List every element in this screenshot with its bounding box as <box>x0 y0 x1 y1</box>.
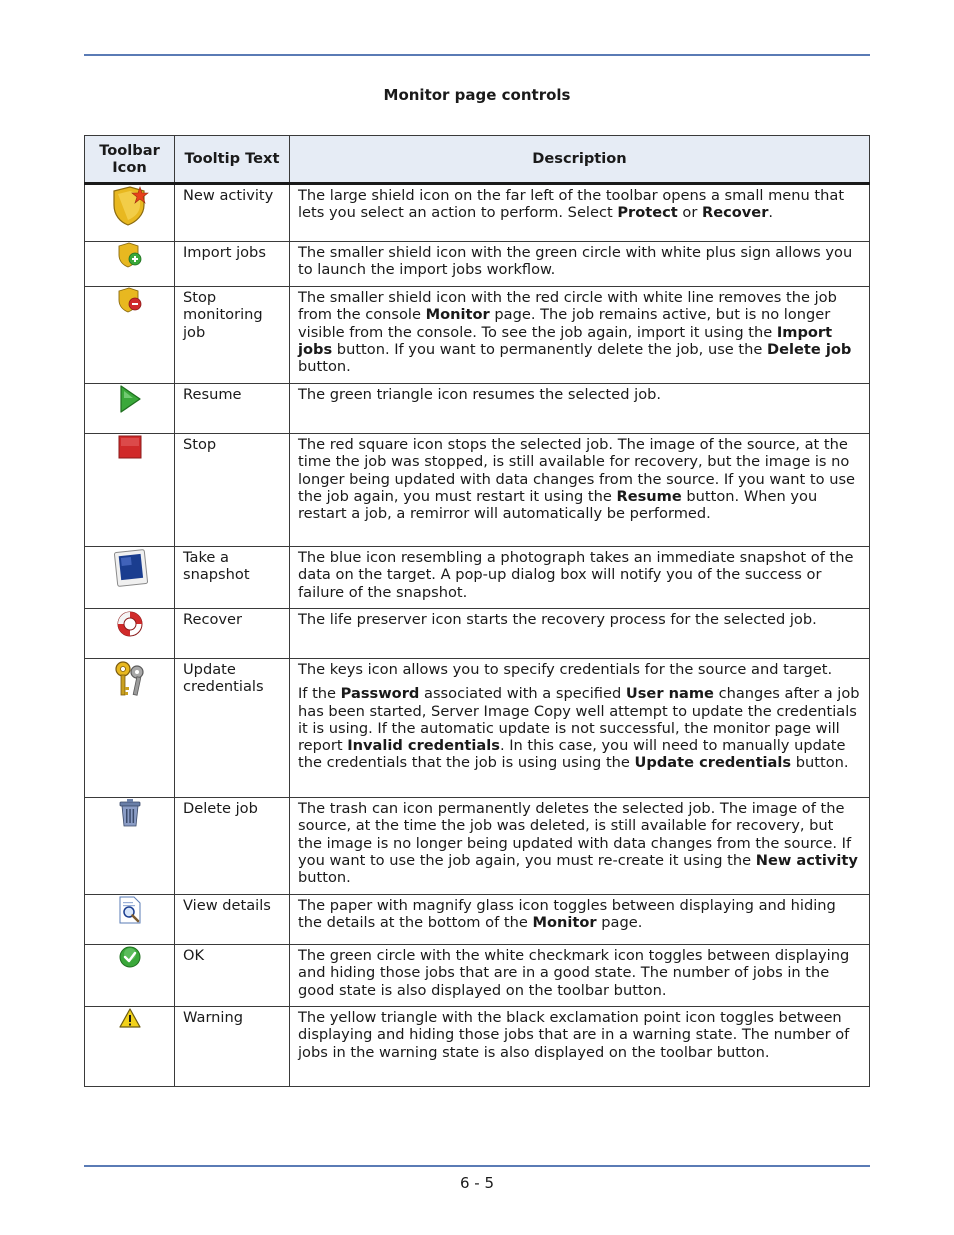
header-description: Description <box>290 136 870 184</box>
description-cell <box>290 547 870 609</box>
shield-star-icon <box>110 185 150 227</box>
page-number: 6 - 5 <box>459 1174 495 1192</box>
description-bold-term: Import jobs <box>298 323 833 358</box>
stop-square-icon <box>117 434 143 460</box>
description-cell <box>290 384 870 434</box>
description-paragraph <box>298 1009 861 1061</box>
description-text: The paper with magnify glass icon toggles between displaying and hiding the details at the bottom of the <box>298 897 836 932</box>
description-bold-term: User name <box>625 685 714 703</box>
check-circle-icon <box>118 945 142 969</box>
description-bold-term: Monitor <box>532 914 597 932</box>
life-preserver-icon <box>115 609 145 639</box>
icon-cell <box>85 434 175 547</box>
tooltip-cell: Stop monitoring job <box>175 287 290 384</box>
description-cell <box>290 184 870 242</box>
tooltip-cell: Import jobs <box>175 242 290 287</box>
table-row <box>85 659 870 798</box>
description-paragraph <box>298 549 861 601</box>
table-row <box>85 798 870 895</box>
description-paragraph <box>298 661 861 678</box>
footer-rule <box>84 1165 870 1167</box>
description-text: button. <box>298 869 351 887</box>
description-paragraph <box>298 436 861 522</box>
description-text: button. When you restart a job, a remirror will automatically be performed. <box>298 487 818 523</box>
description-paragraph <box>298 386 861 403</box>
header-toolbar-icon: Toolbar Icon <box>85 136 175 184</box>
description-text: button. <box>298 358 351 376</box>
description-paragraph <box>298 611 861 628</box>
table-row <box>85 1007 870 1087</box>
description-text: button. <box>791 754 849 772</box>
description-text: The green triangle icon resumes the selected job. <box>298 386 662 403</box>
description-text: The blue icon resembling a photograph takes an immediate snapshot of the data on the target. A pop-up dialog box will notify you of the success or failure of the snapshot. <box>298 549 854 601</box>
description-text: changes after a job has been started, Server Image Copy well attempt to update the credentials it is using. If the automatic update is not successful, the monitor page will report <box>298 685 860 755</box>
description-paragraph <box>298 289 861 375</box>
shield-minus-icon <box>117 287 143 313</box>
description-bold-term: Password <box>340 685 420 703</box>
description-bold-term: Invalid credentials <box>347 737 500 755</box>
icon-cell <box>85 798 175 895</box>
description-bold-term: Recover <box>701 204 769 222</box>
table-row <box>85 384 870 434</box>
description-bold-term: Monitor <box>425 306 490 324</box>
description-cell <box>290 242 870 287</box>
icon-cell <box>85 609 175 659</box>
tooltip-cell: Delete job <box>175 798 290 895</box>
description-text: The large shield icon on the far left of the toolbar opens a small menu that lets you select an action to perform. Select <box>298 187 845 222</box>
description-cell <box>290 1007 870 1087</box>
warning-triangle-icon <box>118 1007 142 1029</box>
tooltip-cell: Warning <box>175 1007 290 1087</box>
description-paragraph <box>298 897 861 932</box>
icon-cell <box>85 242 175 287</box>
icon-cell <box>85 384 175 434</box>
description-text: The yellow triangle with the black exclamation point icon toggles between displaying and hiding those jobs that are in a warning state. The number of jobs in the warning state is also displayed on the toolbar button. <box>298 1009 850 1061</box>
description-bold-term: Resume <box>616 487 682 505</box>
description-text: button. If you want to permanently delete the job, use the <box>332 340 767 358</box>
tooltip-cell: Stop <box>175 434 290 547</box>
tooltip-cell: OK <box>175 945 290 1007</box>
table-row <box>85 434 870 547</box>
description-paragraph <box>298 685 861 771</box>
monitor-controls-table <box>84 135 870 1087</box>
description-text: The green circle with the white checkmark icon toggles between displaying and hiding those jobs that are in a good state. The number of jobs in the good state is also displayed on the toolbar button. <box>298 947 850 999</box>
description-cell <box>290 798 870 895</box>
description-paragraph <box>298 244 861 279</box>
description-text: or <box>677 204 702 222</box>
description-cell <box>290 287 870 384</box>
table-row <box>85 287 870 384</box>
icon-cell <box>85 895 175 945</box>
description-bold-term: Protect <box>617 204 678 222</box>
table-header-row <box>85 136 870 184</box>
description-bold-term: Delete job <box>767 340 852 358</box>
description-text: page. The job remains active, but is no longer visible from the console. To see the job again, import it using the <box>298 306 831 341</box>
description-paragraph <box>298 800 861 886</box>
icon-cell <box>85 287 175 384</box>
description-text: The red square icon stops the selected job. The image of the source, at the time the job was stopped, is still available for recovery, but the image is no longer being updated with data changes from the source. If you want to use the job again, you must restart it using the <box>298 436 856 505</box>
description-text: The smaller shield icon with the red circle with white line removes the job from the console <box>298 289 837 324</box>
table-row <box>85 184 870 242</box>
description-cell <box>290 609 870 659</box>
description-text: . In this case, you will need to manually update the credentials that the job is using using the <box>298 737 846 772</box>
description-cell <box>290 895 870 945</box>
tooltip-cell: Resume <box>175 384 290 434</box>
description-text: The trash can icon permanently deletes the selected job. The image of the source, at the time the job was deleted, is still available for recovery, but the image is no longer being updated with data changes from the source. If you want to use the job again, you must re-create it using the <box>298 800 852 869</box>
tooltip-cell: Recover <box>175 609 290 659</box>
description-text: page. <box>596 914 643 932</box>
description-text: The life preserver icon starts the recovery process for the selected job. <box>298 611 817 628</box>
magnify-paper-icon <box>116 895 144 925</box>
description-bold-term: Update credentials <box>634 754 792 772</box>
icon-cell <box>85 1007 175 1087</box>
tooltip-cell: Update credentials <box>175 659 290 798</box>
description-text: The keys icon allows you to specify credentials for the source and target. <box>298 661 833 678</box>
icon-cell <box>85 659 175 798</box>
shield-plus-icon <box>117 242 143 268</box>
table-row <box>85 609 870 659</box>
description-paragraph <box>298 187 861 222</box>
description-bold-term: New activity <box>755 851 858 869</box>
description-text: associated with a specified <box>419 685 626 703</box>
header-rule <box>84 54 870 56</box>
description-text: . <box>768 204 774 222</box>
icon-cell <box>85 547 175 609</box>
description-cell <box>290 434 870 547</box>
table-row <box>85 945 870 1007</box>
icon-cell <box>85 184 175 242</box>
tooltip-cell: Take a snapshot <box>175 547 290 609</box>
header-tooltip-text: Tooltip Text <box>175 136 290 184</box>
trash-can-icon <box>117 798 143 828</box>
snapshot-photo-icon <box>111 547 149 589</box>
description-paragraph <box>298 947 861 999</box>
description-cell <box>290 945 870 1007</box>
description-text: The smaller shield icon with the green circle with white plus sign allows you to launch the import jobs workflow. <box>298 244 853 279</box>
keys-icon <box>111 659 149 699</box>
table-title: Monitor page controls <box>383 86 571 104</box>
tooltip-cell: View details <box>175 895 290 945</box>
table-row <box>85 895 870 945</box>
table-row <box>85 242 870 287</box>
icon-cell <box>85 945 175 1007</box>
description-text: If the <box>298 685 341 703</box>
tooltip-cell: New activity <box>175 184 290 242</box>
table-row <box>85 547 870 609</box>
description-cell <box>290 659 870 798</box>
play-triangle-icon <box>118 384 142 414</box>
